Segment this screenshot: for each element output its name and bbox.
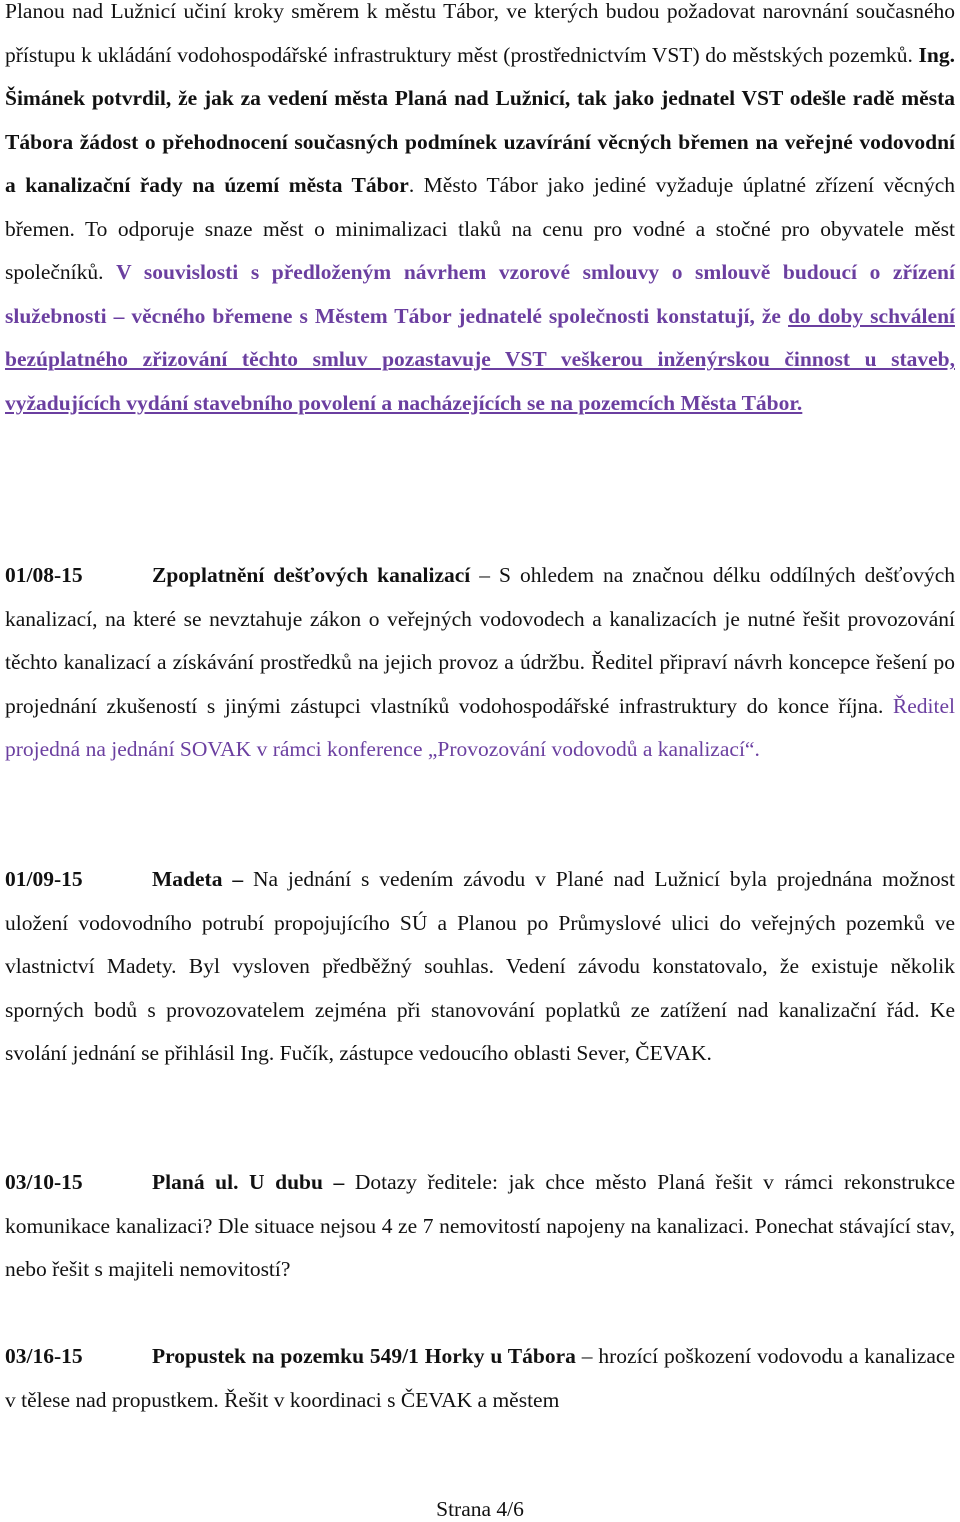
item-number: 03/10-15 bbox=[5, 1170, 83, 1194]
intro-purple-underlined-text: do doby schválení bezúplatného zřizování těchto smluv pozastavuje VST veškerou inženýrskou činnost u staveb, vyžadujících vydání stavebního povolení a nacházejících se na pozemcích Města Tábor. bbox=[5, 303, 955, 415]
agenda-item bbox=[5, 1161, 955, 1292]
intro-text-2: . Město Tábor jako jediné vyžaduje úplatné zřízení věcných břemen. To odporuje snaze měst o minimalizaci tlaků na cenu pro vodné a stočné pro obyvatele měst společníků. bbox=[5, 173, 955, 284]
agenda-item bbox=[5, 858, 955, 1076]
item-text: Na jednání s vedením závodu v Plané nad Lužnicí byla projednána možnost uložení vodovodního potrubí propojujícího SÚ a Planou po Průmyslové ulici do veřejných pozemků ve vlastnictví Madety. Byl vysloven předběžný souhlas. Vedení závodu konstatovalo, že existuje několik sporných bodů s provozovatelem zejména při stanovování poplatků ze zatížení nad kanalizační řád. Ke svolání jednání se přihlásil Ing. Fučík, zástupce vedoucího oblasti Sever, ČEVAK. bbox=[5, 867, 955, 1065]
item-text: – hrozící poškození vodovodu a kanalizace v tělese nad propustkem. Řešit v koordinaci s ČEVAK a městem bbox=[5, 1344, 955, 1412]
agenda-item bbox=[5, 554, 955, 772]
item-number: 03/16-15 bbox=[5, 1344, 83, 1368]
item-text: Dotazy ředitele: jak chce město Planá řešit v rámci rekonstrukce komunikace kanalizaci? Dle situace nejsou 4 ze 7 nemovitostí napojeny na kanalizaci. Ponechat stávající stav, nebo řešit s majiteli nemovitostí? bbox=[5, 1170, 955, 1281]
intro-paragraph bbox=[5, 0, 955, 425]
item-title: Planá ul. U dubu – bbox=[152, 1170, 345, 1194]
item-title: Madeta – bbox=[152, 867, 244, 891]
intro-purple-text: V souvislosti s předloženým návrhem vzorové smlouvy o smlouvě budoucí o zřízení služebnosti – věcného břemene s Městem Tábor jednatelé společnosti konstatují, že bbox=[5, 260, 955, 328]
page-number: Strana 4/6 bbox=[436, 1497, 524, 1521]
item-purple-text: Ředitel projedná na jednání SOVAK v rámci konference „Provozování vodovodů a kanalizací“. bbox=[5, 693, 955, 761]
intro-bold-text: Ing. Šimánek potvrdil, že jak za vedení města Planá nad Lužnicí, tak jako jednatel VST odešle radě města Tábora žádost o přehodnocení současných podmínek uzavírání věcných břemen na veřejné vodovodní a kanalizační řady na území města Tábor bbox=[5, 42, 955, 197]
agenda-item bbox=[5, 1335, 955, 1422]
item-text: – S ohledem na značnou délku oddílných dešťových kanalizací, na které se nevztahuje zákon o veřejných vodovodech a kanalizacích je nutné řešit provozování těchto kanalizací a získávání prostředků na jejich provoz a údržbu. Ředitel připraví návrh koncepce řešení po projednání zkušeností s jinými zástupci vlastníků vodohospodářské infrastruktury do konce října. bbox=[5, 563, 956, 718]
item-number: 01/08-15 bbox=[5, 563, 83, 587]
page-footer bbox=[0, 1496, 960, 1522]
item-title: Zpoplatnění dešťových kanalizací bbox=[152, 563, 471, 587]
item-number: 01/09-15 bbox=[5, 867, 83, 891]
intro-text-1: Planou nad Lužnicí učiní kroky směrem k městu Tábor, ve kterých budou požadovat narovnání současného přístupu k ukládání vodohospodářské infrastruktury měst (prostřednictvím VST) do městských pozemků. bbox=[5, 0, 955, 67]
item-title: Propustek na pozemku 549/1 Horky u Tábora bbox=[152, 1344, 576, 1368]
